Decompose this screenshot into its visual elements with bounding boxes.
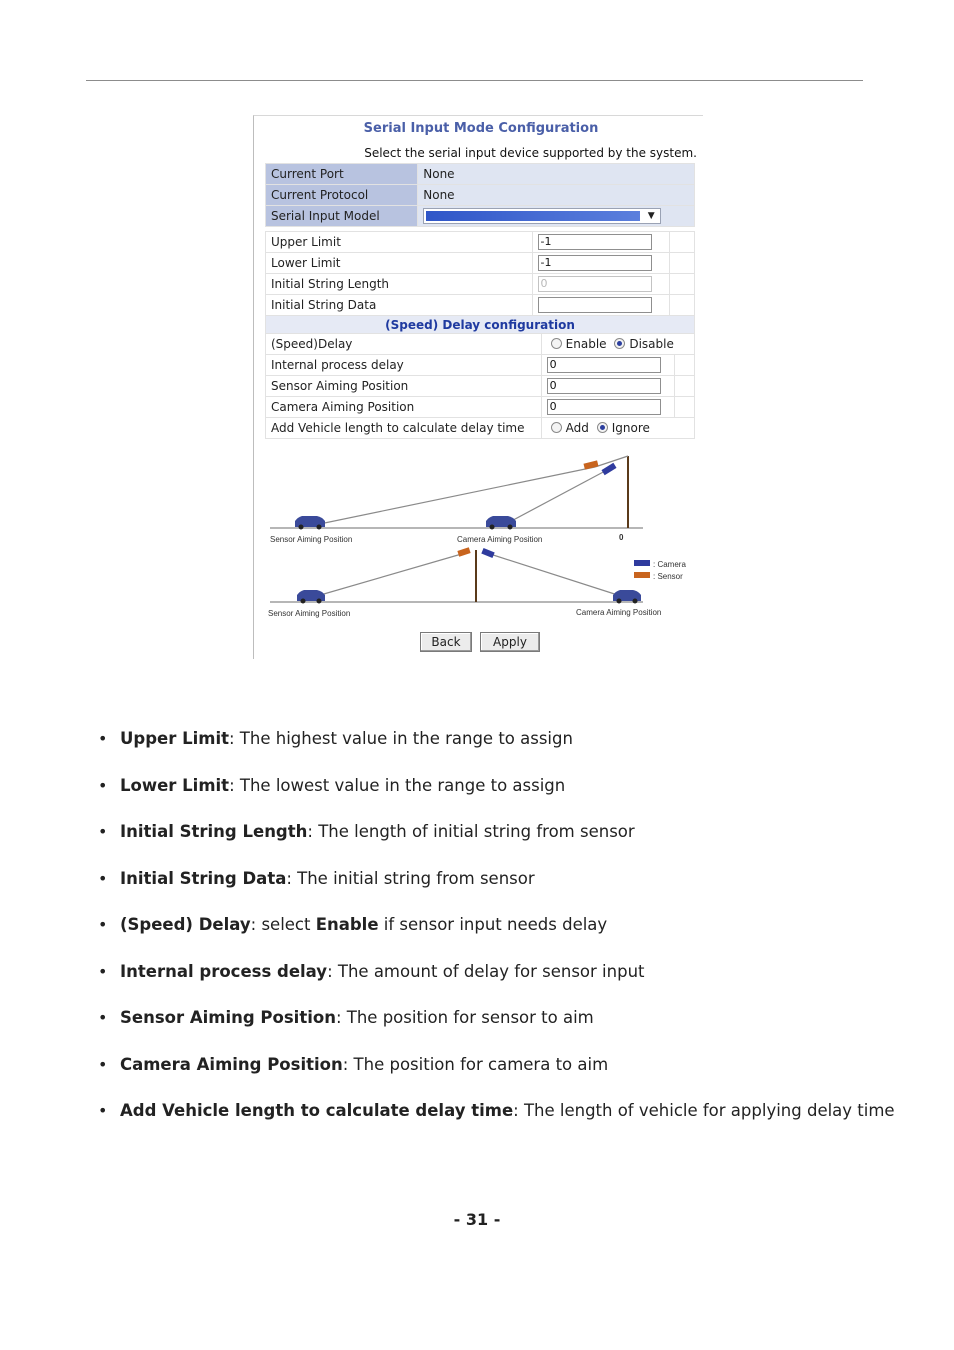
initial-string-data-label: Initial String Data: [266, 295, 533, 316]
vehicle-length-add-label: Add: [565, 421, 589, 435]
sensor-aiming-position-input[interactable]: [547, 378, 661, 394]
upper-limit-input[interactable]: [538, 234, 652, 250]
bullet-term: Initial String Length: [120, 822, 308, 841]
bullet-text: : The position for sensor to aim: [335, 1008, 594, 1027]
delay-section-title: (Speed) Delay configuration: [266, 316, 695, 334]
bullet-text: : The amount of delay for sensor input: [327, 961, 645, 981]
list-item: [98, 959, 895, 1006]
vehicle-length-add-radio[interactable]: [551, 422, 562, 433]
bullet-text: : The length of vehicle for applying delay time: [513, 1101, 895, 1120]
bullet-text: : The length of initial string from sensor: [307, 822, 635, 841]
upper-limit-row: [266, 232, 695, 253]
selected-model-highlight: [426, 211, 640, 221]
legend-camera-label: : Camera: [653, 560, 686, 569]
list-item: [98, 912, 895, 959]
list-item: [98, 866, 895, 913]
header-rule: [86, 80, 863, 81]
chevron-down-icon[interactable]: ▼: [647, 211, 655, 221]
bottom-sensor-marker: [457, 547, 470, 556]
serial-input-model-label: Serial Input Model: [266, 206, 418, 227]
bullet-text: : The position for camera to aim: [342, 1054, 609, 1074]
bullet-text: : The lowest value in the range to assign: [229, 775, 566, 795]
lower-limit-input[interactable]: [538, 255, 652, 271]
vehicle-length-label: Add Vehicle length to calculate delay time: [266, 418, 542, 439]
delay-config-table: [265, 315, 695, 439]
speed-delay-disable-label: Disable: [629, 337, 674, 351]
list-item: [98, 726, 895, 773]
list-item: [98, 1005, 895, 1052]
bullet-text: : The highest value in the range to assign: [229, 729, 573, 748]
bullet-term: Initial String Data: [120, 868, 287, 888]
camera-aim-line: [502, 470, 607, 526]
top-sensor-aiming-label: Sensor Aiming Position: [270, 535, 353, 544]
speed-delay-label: (Speed)Delay: [266, 334, 542, 355]
initial-string-data-input[interactable]: [538, 297, 652, 313]
legend-camera-swatch: [634, 560, 650, 566]
initial-string-length-row: [266, 274, 695, 295]
zero-label: 0: [619, 533, 624, 542]
speed-delay-enable-label: Enable: [565, 337, 607, 351]
bottom-camera-marker: [481, 548, 494, 558]
apply-button[interactable]: Apply: [480, 632, 540, 652]
camera-aiming-position-input[interactable]: [547, 399, 661, 415]
current-protocol-value: None: [418, 185, 695, 206]
list-item: [98, 773, 895, 820]
bullet-term: Upper Limit: [120, 729, 229, 748]
serial-input-model-select[interactable]: [423, 208, 661, 224]
speed-delay-row: [266, 334, 695, 355]
current-port-label: Current Port: [266, 164, 418, 185]
back-button[interactable]: Back: [420, 632, 472, 652]
internal-process-delay-row: [266, 355, 695, 376]
panel-description: Select the serial input device supported by the system.: [364, 146, 697, 160]
bullet-term: Internal process delay: [120, 961, 328, 981]
vehicle-length-ignore-radio[interactable]: [597, 422, 608, 433]
current-protocol-row: [266, 185, 695, 206]
upper-limit-label: Upper Limit: [266, 232, 533, 253]
bullet-term-enable: Enable: [315, 915, 379, 934]
field-description-list: [98, 726, 895, 1145]
bottom-sensor-aim-line: [310, 553, 465, 598]
initial-string-length-input[interactable]: [538, 276, 652, 292]
serial-input-model-row: [266, 206, 695, 227]
initial-string-length-label: Initial String Length: [266, 274, 533, 295]
list-item: [98, 1052, 895, 1099]
serial-input-config-panel: [253, 115, 703, 659]
page-number: - 31 -: [453, 1210, 501, 1229]
initial-string-data-row: [266, 295, 695, 316]
limit-table: [265, 231, 695, 316]
speed-delay-disable-radio[interactable]: [614, 338, 625, 349]
top-camera-aiming-label: Camera Aiming Position: [457, 535, 543, 544]
list-item: [98, 1098, 895, 1145]
bullet-text: if sensor input needs delay: [378, 915, 608, 934]
legend-sensor-swatch: [634, 572, 650, 578]
list-item: [98, 819, 895, 866]
bottom-camera-aiming-label: Camera Aiming Position: [576, 608, 662, 617]
bottom-sensor-aiming-label: Sensor Aiming Position: [268, 609, 351, 618]
sensor-aim-line: [310, 467, 595, 526]
camera-aiming-position-label: Camera Aiming Position: [266, 397, 542, 418]
panel-title: Serial Input Mode Configuration: [363, 121, 599, 136]
bullet-text: : select: [250, 915, 316, 934]
sensor-aiming-position-label: Sensor Aiming Position: [266, 376, 542, 397]
bullet-term: Lower Limit: [120, 775, 230, 795]
current-port-value: None: [418, 164, 695, 185]
bullet-term: Sensor Aiming Position: [120, 1008, 336, 1027]
speed-delay-enable-radio[interactable]: [551, 338, 562, 349]
internal-process-delay-label: Internal process delay: [266, 355, 542, 376]
aiming-position-diagram: [265, 446, 697, 621]
bullet-term: Camera Aiming Position: [120, 1054, 343, 1074]
current-protocol-label: Current Protocol: [266, 185, 418, 206]
current-port-row: [266, 164, 695, 185]
bullet-term: (Speed) Delay: [120, 915, 251, 934]
internal-process-delay-input[interactable]: [547, 357, 661, 373]
vehicle-length-ignore-label: Ignore: [611, 421, 650, 435]
bullet-text: : The initial string from sensor: [286, 868, 535, 888]
lower-limit-label: Lower Limit: [266, 253, 533, 274]
sensor-aiming-position-row: [266, 376, 695, 397]
legend-sensor-label: : Sensor: [653, 572, 683, 581]
bullet-term: Add Vehicle length to calculate delay time: [120, 1101, 514, 1120]
port-info-table: [265, 163, 695, 227]
vehicle-length-row: [266, 418, 695, 439]
bottom-camera-aim-line: [487, 553, 627, 598]
camera-aiming-position-row: [266, 397, 695, 418]
lower-limit-row: [266, 253, 695, 274]
